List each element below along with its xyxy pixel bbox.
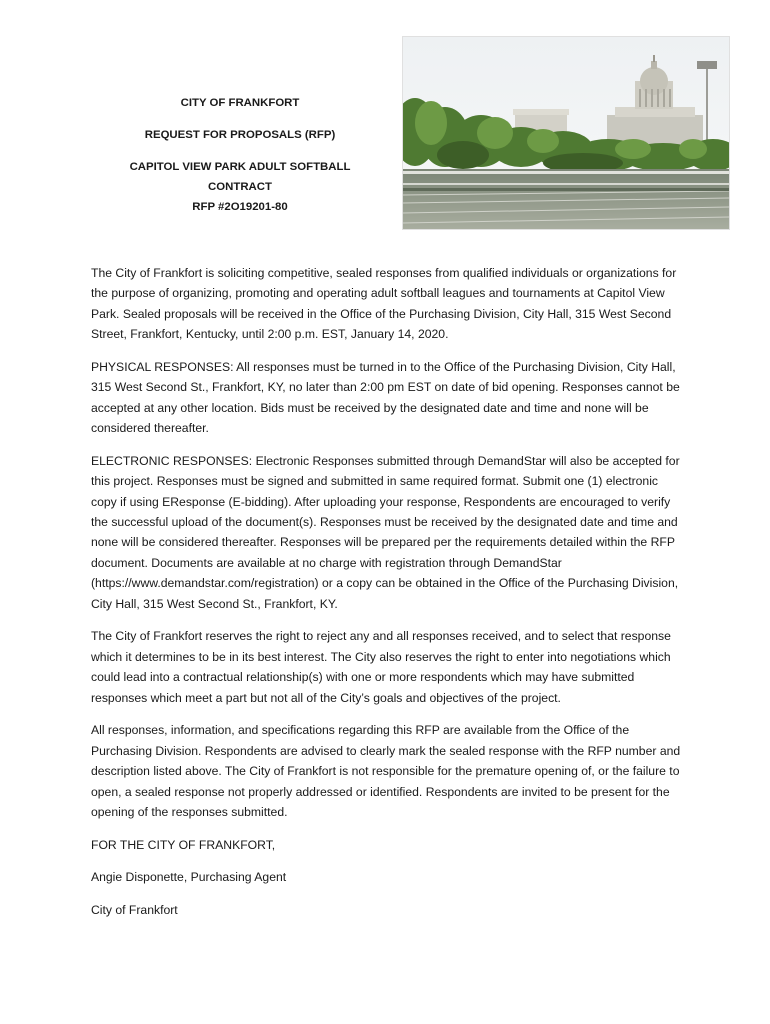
signature-name-line: Angie Disponette, Purchasing Agent: [91, 870, 287, 885]
project-title-line1: CAPITOL VIEW PARK ADULT SOFTBALL: [129, 161, 351, 173]
availability-paragraph: All responses, information, and specifications regarding this RFP are available from the Office of the Purchasing Division. Respondents are advised to clearly mark the sealed response with the RFP number and description listed above. The City of Frankfort is not responsible for the premature opening of, or the failure to open, a sealed response not properly addressed or identified. Respondents are invited to be present for the opening of the responses submitted.: [91, 723, 681, 819]
rfp-type-title: REQUEST FOR PROPOSALS (RFP): [144, 129, 336, 141]
project-title-line2: CONTRACT: [208, 181, 272, 193]
park-photo-illustration: [403, 37, 729, 229]
capitol-view-park-photo: [402, 36, 730, 230]
signature-for-line: FOR THE CITY OF FRANKFORT,: [91, 837, 276, 852]
rfp-number: RFP #2O19201-80: [192, 201, 288, 213]
intro-paragraph: The City of Frankfort is soliciting competitive, sealed responses from qualified individuals or organizations for the purpose of organizing, promoting and operating adult softball leagues and tournaments at Capitol View Park. Sealed proposals will be received in the Office of the Purchasing Division, City Hall, 315 West Second Street, Frankfort, Kentucky, until 2:00 p.m. EST, January 14, 2020.: [91, 266, 677, 342]
city-title: CITY OF FRANKFORT: [180, 97, 300, 109]
document-header: [90, 93, 390, 217]
signature-org-line: City of Frankfort: [91, 903, 178, 918]
reservation-paragraph: The City of Frankfort reserves the right to reject any and all responses received, and to select that response which it determines to be in its best interest. The City also reserves the right to enter into negotiations which could lead into a contractual relationship(s) with one or more respondents which may have submitted responses which meet a part but not all of the City’s goals and objectives of the project.: [91, 629, 671, 705]
document-body: [91, 263, 681, 933]
electronic-responses-paragraph: ELECTRONIC RESPONSES: Electronic Responses submitted through DemandStar will also be accepted for this project. Responses must be signed and submitted in same required format. Submit one (1) electronic copy if using EResponse (E-bidding). After uploading your response, Respondents are encouraged to verify the successful upload of the document(s). Responses must be received by the designated date and time and none will be considered thereafter. Responses will be prepared per the requirements detailed within the RFP document. Documents are available at no charge with registration through DemandStar (https://www.demandstar.com/registration) or a copy can be obtained in the Office of the Purchasing Division, City Hall, 315 West Second St., Frankfort, KY.: [91, 453, 680, 611]
physical-responses-paragraph: PHYSICAL RESPONSES: All responses must be turned in to the Office of the Purchasing Division, City Hall, 315 West Second St., Frankfort, KY, no later than 2:00 pm EST on date of bid opening. Responses cannot be accepted at any other location. Bids must be received by the designated date and time and none will be considered thereafter.: [91, 359, 680, 436]
